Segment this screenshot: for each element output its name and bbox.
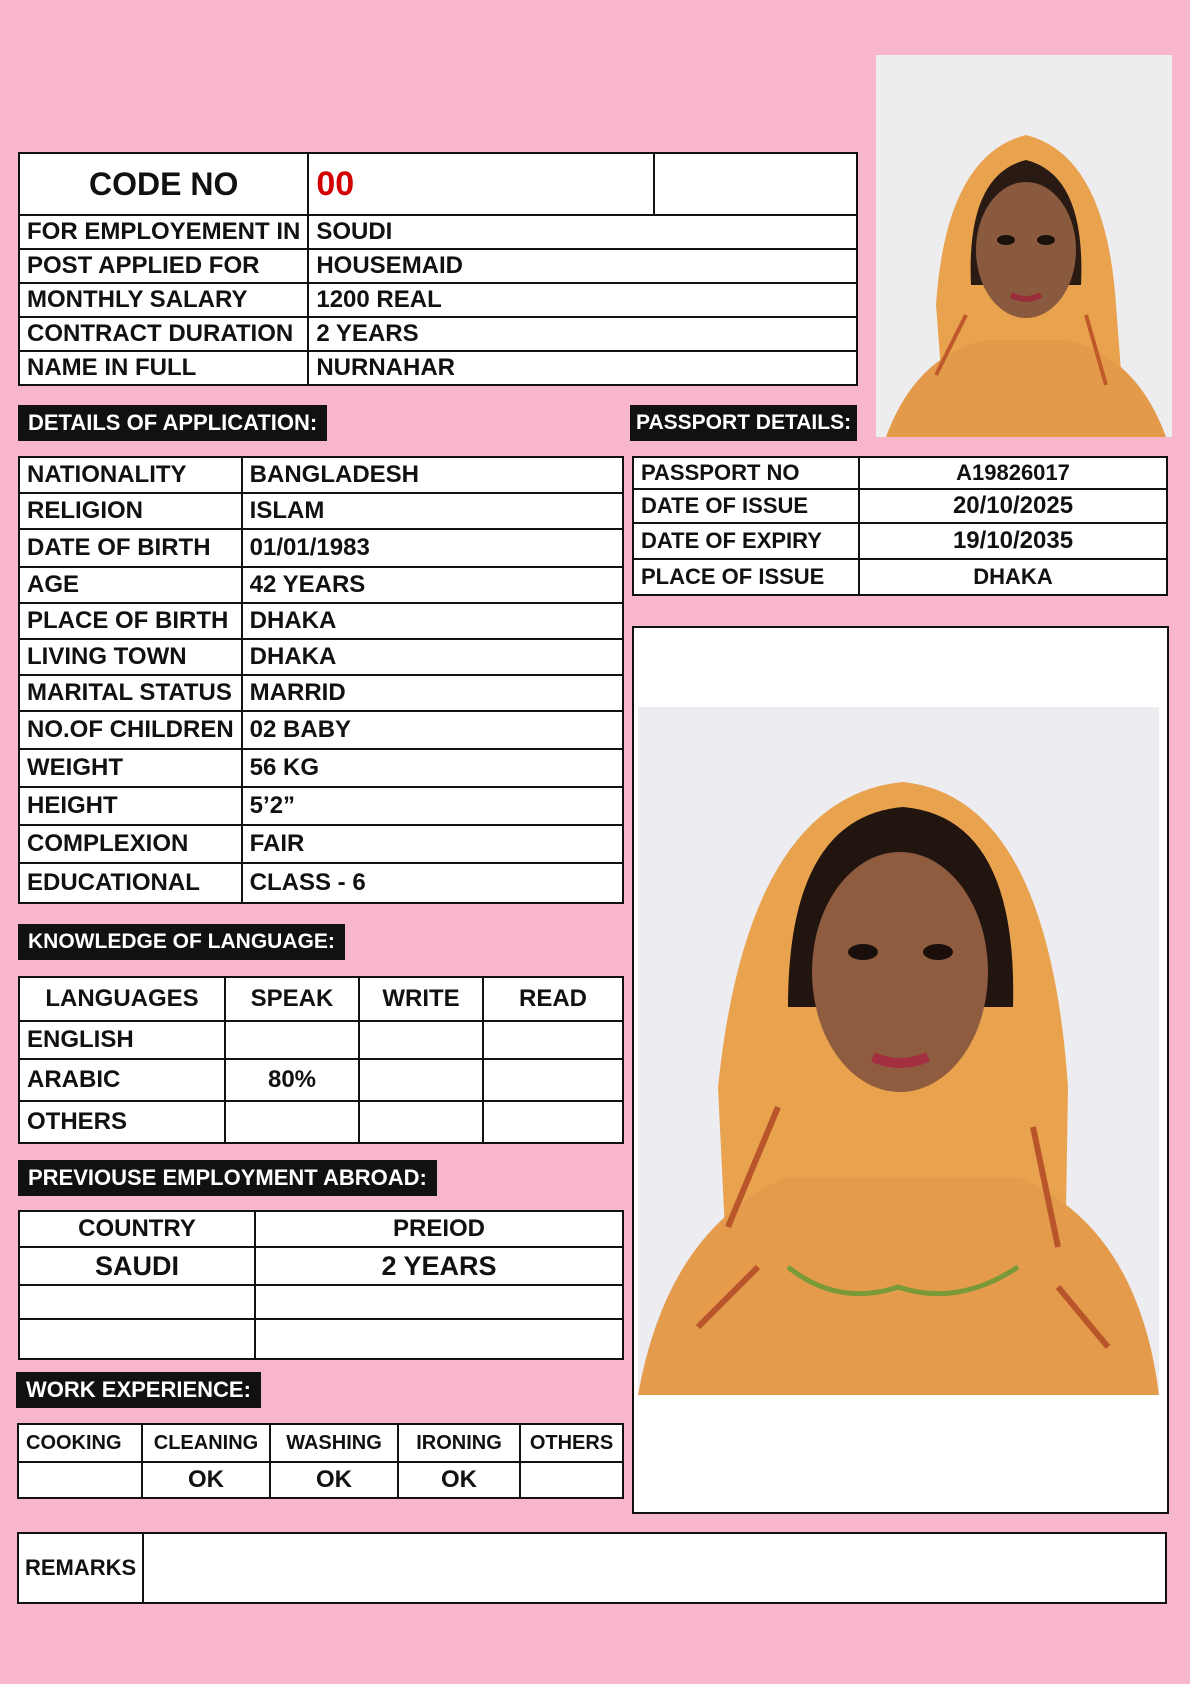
language-heading: KNOWLEDGE OF LANGUAGE: (18, 924, 345, 960)
application-value: ISLAM (242, 493, 623, 529)
language-name: ENGLISH (19, 1021, 225, 1059)
application-value: DHAKA (242, 639, 623, 675)
language-write (359, 1021, 483, 1059)
language-read (483, 1101, 623, 1143)
previous-heading: PREVIOUSE EMPLOYMENT ABROAD: (18, 1160, 437, 1196)
work-value (18, 1462, 142, 1498)
language-name: ARABIC (19, 1059, 225, 1101)
applicant-photo-large (638, 707, 1159, 1395)
work-table (17, 1423, 624, 1499)
previous-period (255, 1319, 623, 1359)
application-value: 02 BABY (242, 711, 623, 749)
application-label: WEIGHT (19, 749, 242, 787)
header-label: NAME IN FULL (19, 351, 308, 385)
header-value: HOUSEMAID (308, 249, 857, 283)
header-value: 2 YEARS (308, 317, 857, 351)
language-column-header: LANGUAGES (19, 977, 225, 1021)
language-write (359, 1101, 483, 1143)
header-table (18, 152, 858, 386)
application-label: RELIGION (19, 493, 242, 529)
application-value: 01/01/1983 (242, 529, 623, 567)
previous-column-header: COUNTRY (19, 1211, 255, 1247)
application-value: 5’2” (242, 787, 623, 825)
application-label: NATIONALITY (19, 457, 242, 493)
application-label: HEIGHT (19, 787, 242, 825)
application-label: AGE (19, 567, 242, 603)
work-column-header: OTHERS (520, 1424, 623, 1462)
previous-country (19, 1319, 255, 1359)
application-value: 42 YEARS (242, 567, 623, 603)
header-label: MONTHLY SALARY (19, 283, 308, 317)
application-label: NO.OF CHILDREN (19, 711, 242, 749)
previous-table (18, 1210, 624, 1360)
previous-period (255, 1285, 623, 1319)
work-column-header: WASHING (270, 1424, 398, 1462)
passport-table (632, 456, 1168, 596)
applicant-photo-small (876, 55, 1172, 437)
application-label: COMPLEXION (19, 825, 242, 863)
previous-country (19, 1285, 255, 1319)
application-label: LIVING TOWN (19, 639, 242, 675)
code-label: CODE NO (19, 153, 308, 215)
work-value: OK (270, 1462, 398, 1498)
header-value: NURNAHAR (308, 351, 857, 385)
language-table (18, 976, 624, 1144)
application-label: EDUCATIONAL (19, 863, 242, 903)
work-column-header: IRONING (398, 1424, 520, 1462)
passport-value: A19826017 (859, 457, 1167, 489)
language-speak: 80% (225, 1059, 359, 1101)
work-value (520, 1462, 623, 1498)
header-label: CONTRACT DURATION (19, 317, 308, 351)
language-speak (225, 1021, 359, 1059)
application-value: MARRID (242, 675, 623, 711)
code-value: 00 (308, 153, 654, 215)
remarks-value (143, 1533, 1166, 1603)
code-extra-cell (654, 153, 857, 215)
passport-label: DATE OF ISSUE (633, 489, 859, 523)
application-table (18, 456, 624, 904)
header-value: SOUDI (308, 215, 857, 249)
previous-country: SAUDI (19, 1247, 255, 1285)
passport-label: PASSPORT NO (633, 457, 859, 489)
language-speak (225, 1101, 359, 1143)
language-name: OTHERS (19, 1101, 225, 1143)
previous-column-header: PREIOD (255, 1211, 623, 1247)
passport-value: 20/10/2025 (859, 489, 1167, 523)
header-label: FOR EMPLOYEMENT IN (19, 215, 308, 249)
work-value: OK (398, 1462, 520, 1498)
application-value: FAIR (242, 825, 623, 863)
language-column-header: WRITE (359, 977, 483, 1021)
passport-value: DHAKA (859, 559, 1167, 595)
language-column-header: SPEAK (225, 977, 359, 1021)
application-label: PLACE OF BIRTH (19, 603, 242, 639)
language-read (483, 1021, 623, 1059)
language-write (359, 1059, 483, 1101)
header-label: POST APPLIED FOR (19, 249, 308, 283)
passport-heading: PASSPORT DETAILS: (630, 405, 857, 441)
work-column-header: CLEANING (142, 1424, 270, 1462)
language-read (483, 1059, 623, 1101)
remarks-table (17, 1532, 1167, 1604)
application-label: DATE OF BIRTH (19, 529, 242, 567)
previous-period: 2 YEARS (255, 1247, 623, 1285)
language-column-header: READ (483, 977, 623, 1021)
application-label: MARITAL STATUS (19, 675, 242, 711)
work-value: OK (142, 1462, 270, 1498)
application-heading: DETAILS OF APPLICATION: (18, 405, 327, 441)
header-value: 1200 REAL (308, 283, 857, 317)
work-heading: WORK EXPERIENCE: (16, 1372, 261, 1408)
passport-label: PLACE OF ISSUE (633, 559, 859, 595)
work-column-header: COOKING (18, 1424, 142, 1462)
application-value: DHAKA (242, 603, 623, 639)
passport-value: 19/10/2035 (859, 523, 1167, 559)
application-value: CLASS - 6 (242, 863, 623, 903)
passport-label: DATE OF EXPIRY (633, 523, 859, 559)
application-value: BANGLADESH (242, 457, 623, 493)
application-value: 56 KG (242, 749, 623, 787)
remarks-label: REMARKS (18, 1533, 143, 1603)
